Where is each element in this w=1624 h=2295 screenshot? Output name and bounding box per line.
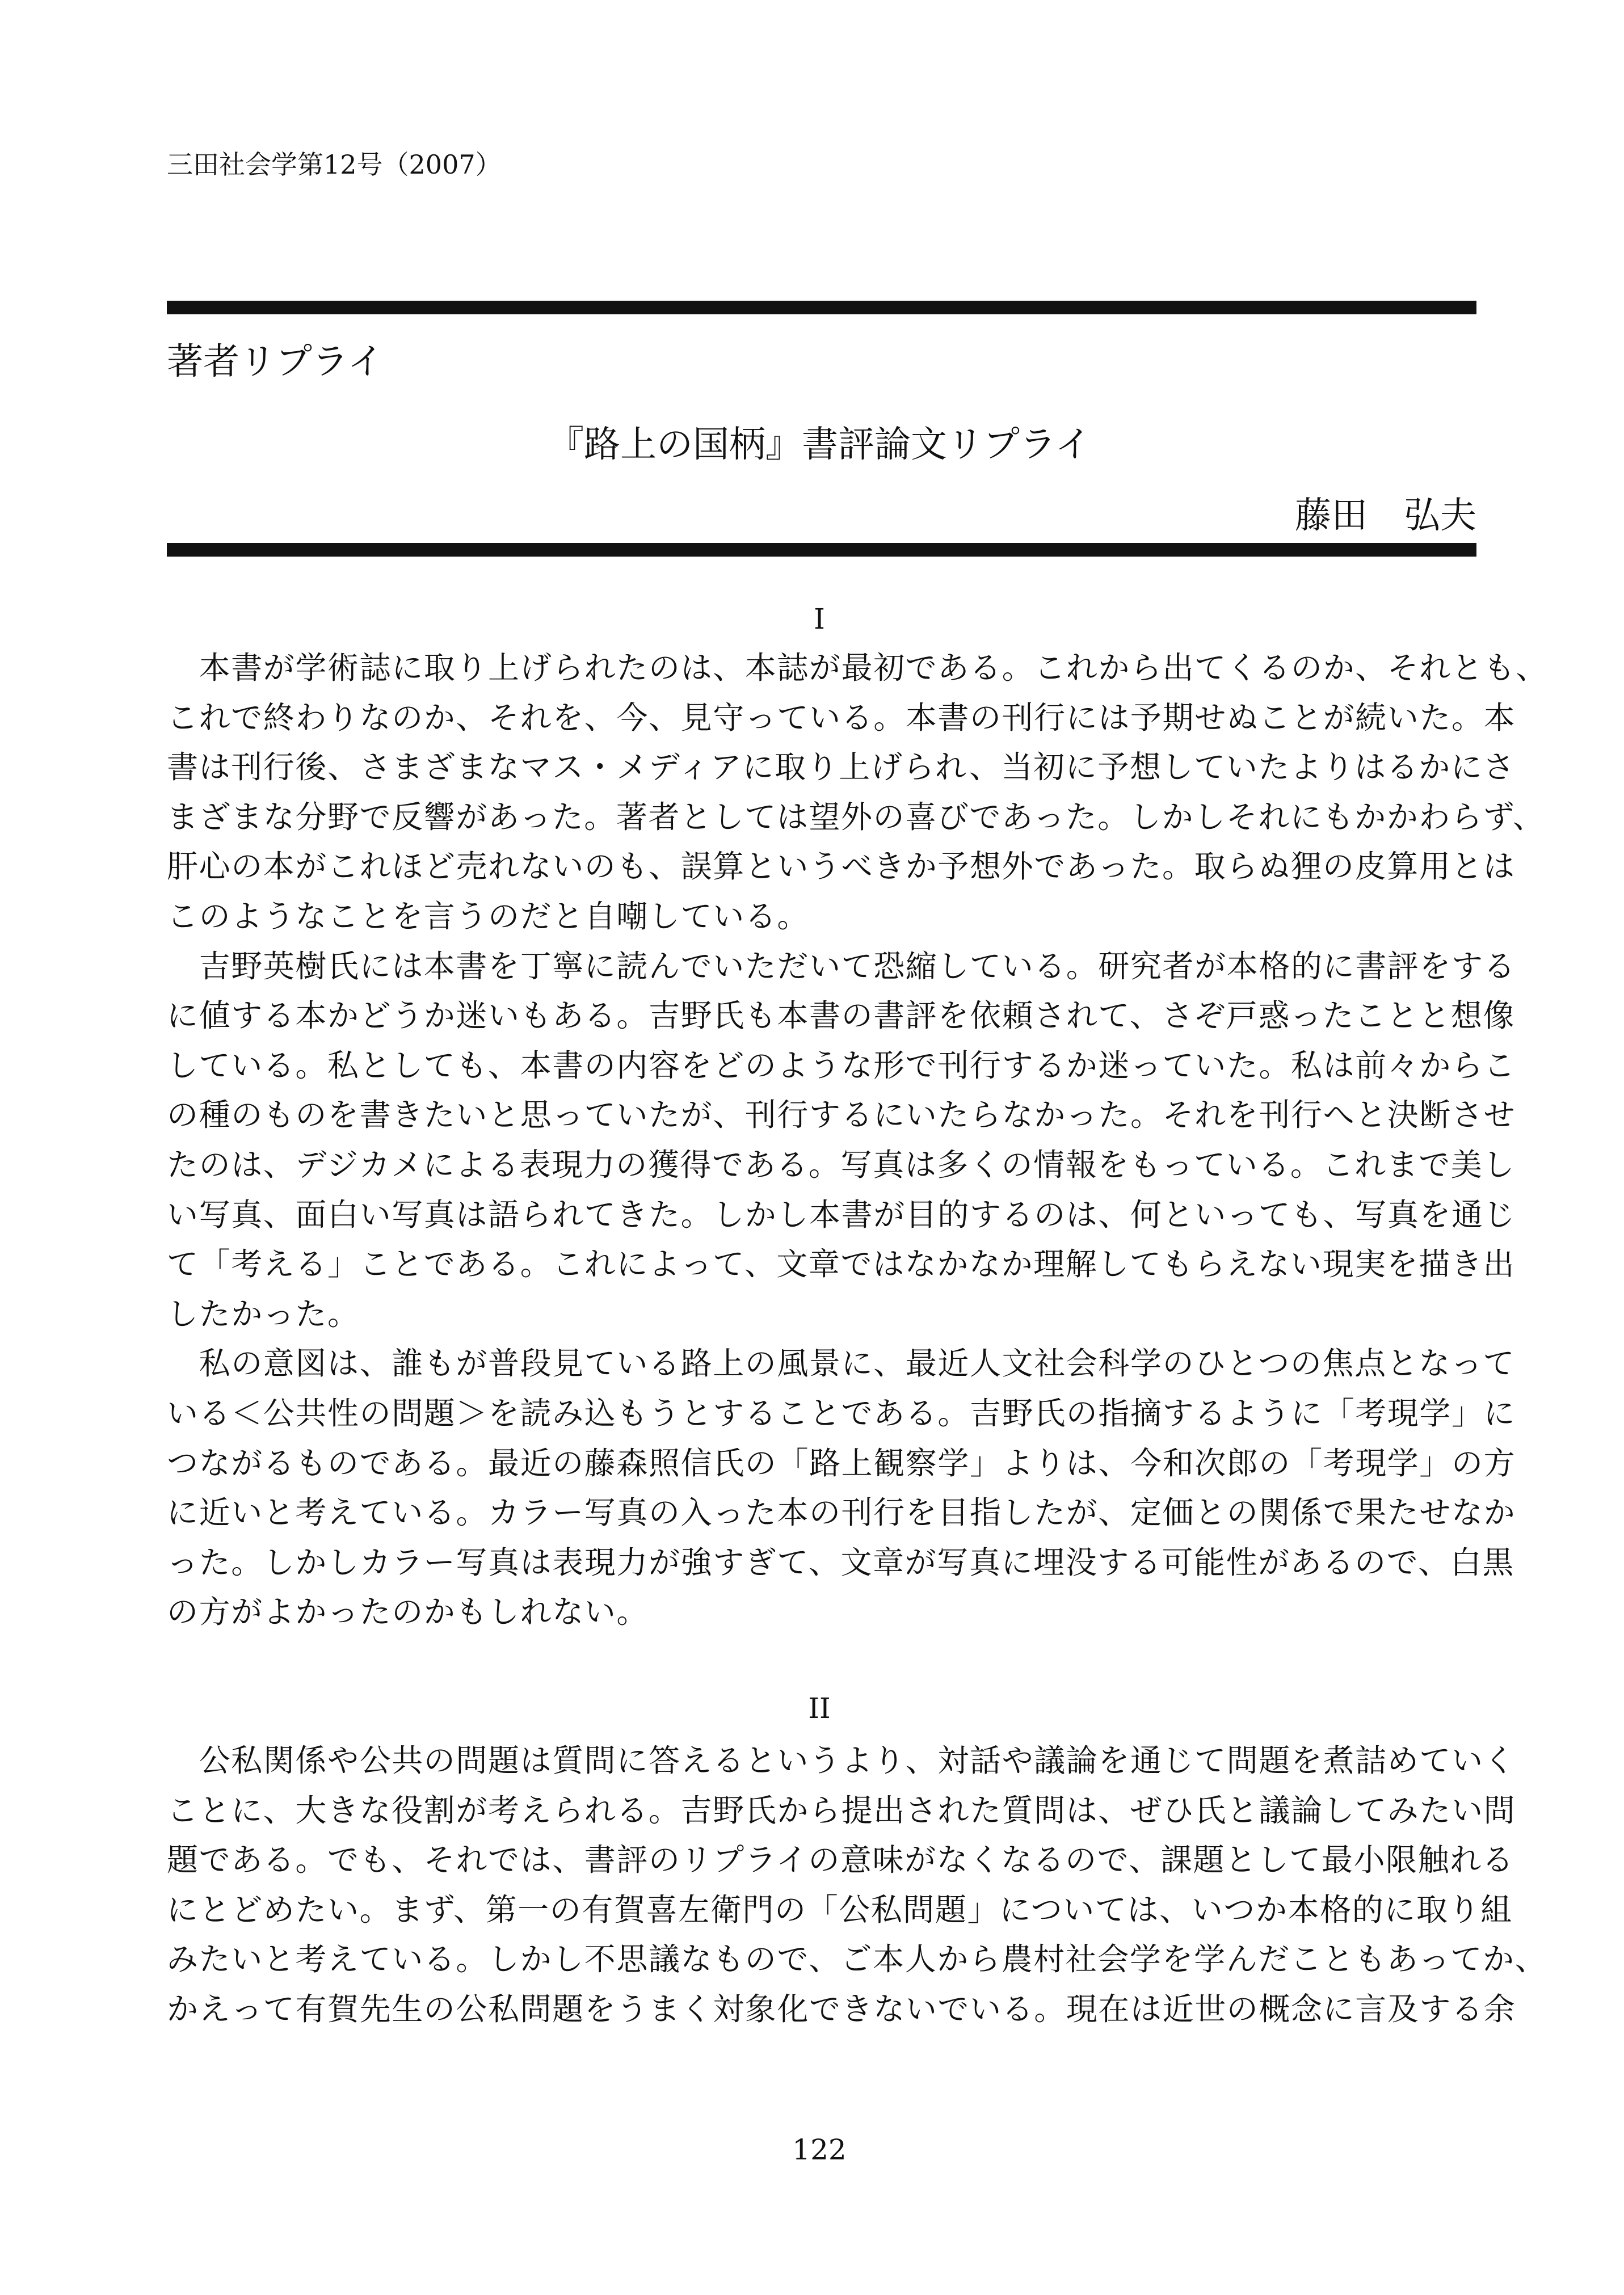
text-line: の種のものを書きたいと思っていたが、刊行するにいたらなかった。それを刊行へと決断させ <box>167 1097 1516 1134</box>
top-rule <box>167 301 1476 314</box>
text-line: みたいと考えている。しかし不思議なもので、ご本人から農村社会学を学んだこともあってか、 <box>167 1941 1547 1978</box>
text-line: った。しかしカラー写真は表現力が強すぎて、文章が写真に埋没する可能性があるので、白黒 <box>167 1544 1515 1581</box>
page-number: 122 <box>792 2133 847 2166</box>
section-body <box>167 1736 1547 2035</box>
text-line: したかった。 <box>167 1295 360 1332</box>
text-line: ことに、大きな役割が考えられる。吉野氏から提出された質問は、ぜひ氏と議論してみたい問 <box>167 1792 1516 1829</box>
running-header: 三田社会学第12号（2007） <box>167 149 502 180</box>
text-line: 書は刊行後、さまざまなマス・メディアに取り上げられ、当初に予想していたよりはるかにさ <box>167 749 1516 786</box>
text-line: している。私としても、本書の内容をどのような形で刊行するか迷っていた。私は前々からこ <box>167 1047 1516 1084</box>
section-body <box>167 643 1548 1637</box>
bottom-rule <box>167 543 1476 557</box>
article-title: 『路上の国柄』書評論文リプライ <box>547 424 1092 466</box>
text-line: 私の意図は、誰もが普段見ている路上の風景に、最近人文社会科学のひとつの焦点となって <box>167 1345 1516 1382</box>
section-heading: II <box>808 1692 831 1725</box>
text-line: これで終わりなのか、それを、今、見守っている。本書の刊行には予期せぬことが続いた。本 <box>167 699 1516 736</box>
text-line: まざまな分野で反響があった。著者としては望外の喜びであった。しかしそれにもかかわらず、 <box>167 798 1545 835</box>
text-line: たのは、デジカメによる表現力の獲得である。写真は多くの情報をもっている。これまで美し <box>167 1146 1516 1183</box>
text-line: に近いと考えている。カラー写真の入った本の刊行を目指したが、定価との関係で果たせなか <box>167 1494 1516 1531</box>
text-line: つながるものである。最近の藤森照信氏の「路上観察学」よりは、今和次郎の「考現学」の方 <box>167 1445 1516 1481</box>
text-line: 題である。でも、それでは、書評のリプライの意味がなくなるので、課題として最小限触れる <box>167 1842 1514 1879</box>
article-author: 藤田 弘夫 <box>1295 495 1476 537</box>
text-line: 肝心の本がこれほど売れないのも、誤算というべきか予想外であった。取らぬ狸の皮算用とは <box>167 848 1516 885</box>
text-line: このようなことを言うのだと自嘲している。 <box>167 898 810 934</box>
text-line: にとどめたい。まず、第一の有賀喜左衛門の「公私問題」については、いつか本格的に取り組 <box>167 1891 1513 1928</box>
text-line: 吉野英樹氏には本書を丁寧に読んでいただいて恐縮している。研究者が本格的に書評をする <box>167 948 1516 984</box>
section-heading: I <box>814 603 825 635</box>
text-line: かえって有賀先生の公私問題をうまく対象化できないでいる。現在は近世の概念に言及する余 <box>167 1990 1516 2027</box>
article-category: 著者リプライ <box>167 341 384 383</box>
text-line: 本書が学術誌に取り上げられたのは、本誌が最初である。これから出てくるのか、それとも、 <box>167 650 1548 686</box>
text-line: い写真、面白い写真は語られてきた。しかし本書が目的するのは、何といっても、写真を通じ <box>167 1196 1516 1233</box>
text-line: に値する本かどうか迷いもある。吉野氏も本書の書評を依頼されて、さぞ戸惑ったことと想像 <box>167 997 1516 1034</box>
text-line: いる＜公共性の問題＞を読み込もうとすることである。吉野氏の指摘するように「考現学」に <box>167 1395 1516 1431</box>
text-line: の方がよかったのかもしれない。 <box>167 1594 649 1631</box>
text-line: て「考える」ことである。これによって、文章ではなかなか理解してもらえない現実を描き出 <box>167 1246 1516 1283</box>
text-line: 公私関係や公共の問題は質問に答えるというより、対話や議論を通じて問題を煮詰めていく <box>167 1742 1516 1779</box>
